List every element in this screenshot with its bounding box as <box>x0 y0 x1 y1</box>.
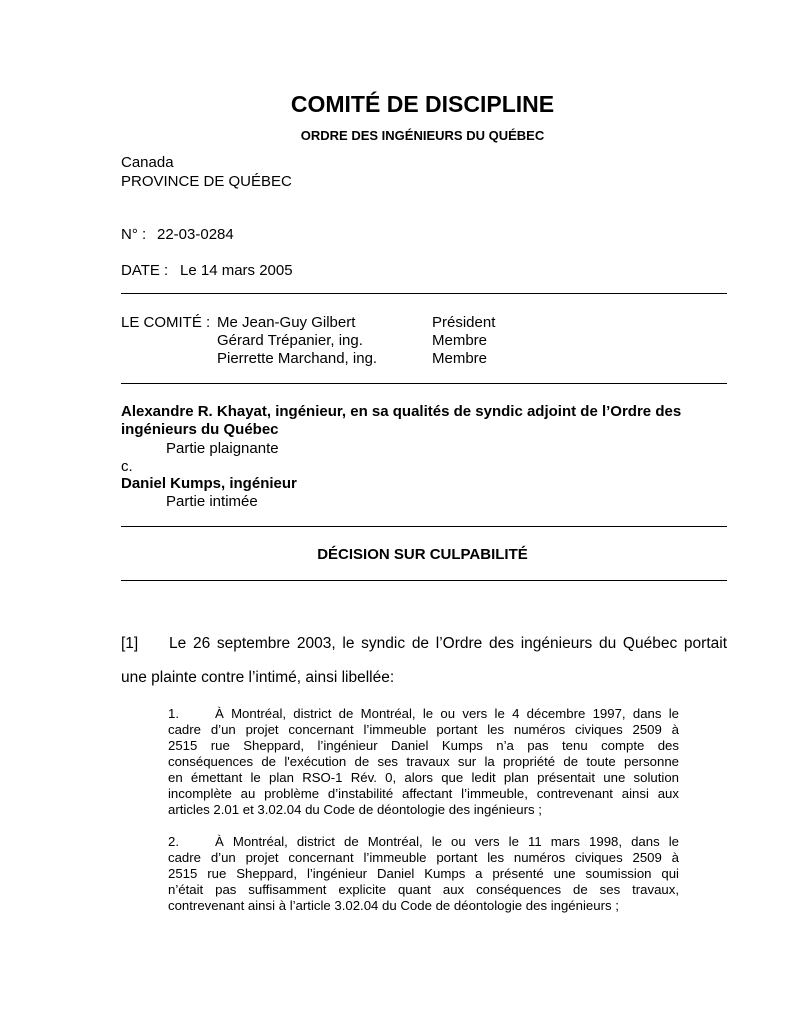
count-line: 2515 rue Sheppard, l’ingénieur Daniel Kumps a présenté une soumission qui <box>168 866 679 881</box>
count-line: 2515 rue Sheppard, l’ingénieur Daniel Kumps n’a pas tenu compte des <box>168 738 679 753</box>
count-text: À Montréal, district de Montréal, le ou vers le 4 décembre 1997, dans le <box>215 706 679 721</box>
decision-title: DÉCISION SUR CULPABILITÉ <box>317 546 528 563</box>
document-subtitle: ORDRE DES INGÉNIEURS DU QUÉBEC <box>300 128 545 143</box>
count-text: À Montréal, district de Montréal, le ou vers le 11 mars 1998, dans le <box>215 834 679 849</box>
paragraph-line: Le 26 septembre 2003, le syndic de l’Ordre des ingénieurs du Québec portait <box>169 635 727 652</box>
committee-member-name: Me Jean-Guy Gilbert <box>217 314 356 331</box>
divider <box>121 383 727 384</box>
count-number: 1. <box>168 706 179 721</box>
count-number: 2. <box>168 834 179 849</box>
plaintiff-name-line2: ingénieurs du Québec <box>121 421 279 438</box>
paragraph-number: [1] <box>121 635 139 652</box>
paragraph-1 <box>169 635 727 653</box>
country: Canada <box>121 154 174 171</box>
case-number: 22-03-0284 <box>157 226 234 243</box>
committee-label: LE COMITÉ : <box>121 314 211 331</box>
respondent-name: Daniel Kumps, ingénieur <box>121 475 297 492</box>
count-item <box>168 706 679 818</box>
committee-member-role: Président <box>432 314 496 331</box>
count-item <box>168 834 679 914</box>
count-line: en émettant le plan RSO-1 Rév. 0, alors que ledit plan présentait une solution <box>168 770 679 785</box>
committee-member-name: Gérard Trépanier, ing. <box>217 332 363 349</box>
count-line: articles 2.01 et 3.02.04 du Code de déontologie des ingénieurs ; <box>168 802 542 817</box>
date-label: DATE : <box>121 262 169 279</box>
count-line: cadre d’un projet concernant l’immeuble portant les numéros civiques 2509 à <box>168 722 679 737</box>
versus: c. <box>121 458 133 475</box>
province: PROVINCE DE QUÉBEC <box>121 173 292 190</box>
respondent-role: Partie intimée <box>166 493 258 510</box>
divider <box>121 580 727 581</box>
plaintiff-name-line1: Alexandre R. Khayat, ingénieur, en sa qualités de syndic adjoint de l’Ordre des <box>121 403 682 420</box>
count-line: incomplète au problème d’instabilité affectant l’immeuble, contrevenant ainsi aux <box>168 786 679 801</box>
case-number-label: N° : <box>121 226 147 243</box>
count-line: conséquences de l'exécution de ses travaux sur la propriété de toute personne <box>168 754 679 769</box>
count-line: cadre d’un projet concernant l’immeuble portant les numéros civiques 2509 à <box>168 850 679 865</box>
divider <box>121 526 727 527</box>
count-line: contrevenant ainsi à l’article 3.02.04 du Code de déontologie des ingénieurs ; <box>168 898 619 913</box>
committee-member-role: Membre <box>432 350 488 367</box>
committee-member-role: Membre <box>432 332 488 349</box>
plaintiff-role: Partie plaignante <box>166 440 279 457</box>
divider <box>121 293 727 294</box>
count-line: n’était pas suffisamment explicite quant aux conséquences de ses travaux, <box>168 882 679 897</box>
committee-member-name: Pierrette Marchand, ing. <box>217 350 378 367</box>
count-line <box>168 834 679 850</box>
paragraph-line: une plainte contre l’intimé, ainsi libellée: <box>121 669 395 686</box>
count-line <box>168 706 679 722</box>
date-value: Le 14 mars 2005 <box>180 262 293 279</box>
document-title: COMITÉ DE DISCIPLINE <box>290 91 555 117</box>
